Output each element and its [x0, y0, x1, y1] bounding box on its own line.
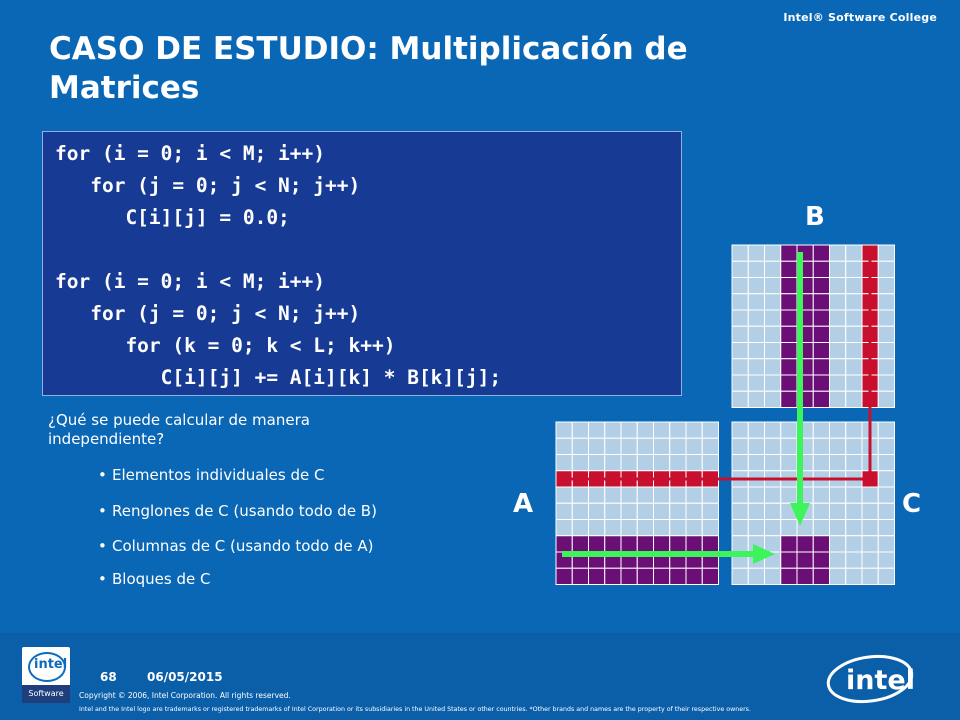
matrix-cell — [846, 326, 862, 342]
matrix-cell — [605, 455, 621, 471]
matrix-cell — [813, 455, 829, 471]
matrix-cell — [862, 568, 878, 584]
matrix-cell — [830, 520, 846, 536]
matrix-cell — [748, 503, 764, 519]
copyright-text: Copyright © 2006, Intel Corporation. All rights reserved. — [79, 691, 291, 700]
matrix-cell — [556, 487, 572, 503]
matrix-cell — [637, 422, 653, 438]
matrix-cell — [781, 326, 797, 342]
matrix-cell — [748, 294, 764, 310]
matrix-cell — [637, 503, 653, 519]
intel-logo-word: intel — [846, 665, 915, 696]
matrix-cell — [556, 422, 572, 438]
matrix-cell — [732, 455, 748, 471]
matrix-cell — [765, 310, 781, 326]
matrix-cell — [765, 487, 781, 503]
matrix-cell — [621, 455, 637, 471]
matrix-cell — [637, 487, 653, 503]
matrix-cell — [556, 536, 572, 552]
brand-label: Intel® Software College — [783, 11, 937, 24]
matrix-cell — [830, 343, 846, 359]
matrix-cell — [572, 568, 588, 584]
matrix-cell — [686, 520, 702, 536]
matrix-cell — [654, 438, 670, 454]
matrix-cell — [813, 359, 829, 375]
matrix-cell — [572, 536, 588, 552]
matrix-cell — [878, 487, 894, 503]
matrix-cell — [813, 487, 829, 503]
matrix-cell — [878, 438, 894, 454]
matrix-cell — [748, 520, 764, 536]
matrix-cell — [654, 422, 670, 438]
matrix-cell — [589, 455, 605, 471]
matrix-cell — [781, 438, 797, 454]
matrix-cell — [846, 503, 862, 519]
matrix-cell — [702, 487, 718, 503]
matrix-cell — [781, 487, 797, 503]
matrix-cell — [813, 391, 829, 407]
matrix-cell — [621, 422, 637, 438]
slide-date: 06/05/2015 — [147, 670, 223, 684]
matrix-cell — [830, 310, 846, 326]
matrix-cell — [846, 520, 862, 536]
matrix-cell — [781, 455, 797, 471]
matrix-cell — [589, 422, 605, 438]
matrix-cell — [702, 455, 718, 471]
matrix-cell — [732, 343, 748, 359]
matrix-cell — [813, 310, 829, 326]
matrix-cell — [878, 455, 894, 471]
code-line: for (i = 0; i < M; i++) — [55, 270, 326, 293]
matrix-cell — [846, 294, 862, 310]
matrix-cell — [621, 568, 637, 584]
matrix-cell — [830, 359, 846, 375]
matrix-cell — [846, 487, 862, 503]
matrix-cell — [830, 455, 846, 471]
matrix-cell — [830, 391, 846, 407]
matrix-cell — [748, 326, 764, 342]
matrix-cell — [732, 422, 748, 438]
matrix-cell — [797, 536, 813, 552]
matrix-cell — [621, 536, 637, 552]
matrix-cell — [878, 536, 894, 552]
matrix-cell — [846, 343, 862, 359]
matrix-cell — [846, 438, 862, 454]
matrix-cell — [556, 438, 572, 454]
matrix-cell — [572, 438, 588, 454]
matrix-cell — [846, 310, 862, 326]
matrix-cell — [846, 278, 862, 294]
matrix-cell — [637, 455, 653, 471]
matrix-cell — [732, 245, 748, 261]
logo-word: intel — [34, 657, 68, 672]
matrix-cell — [589, 487, 605, 503]
logo-band: Software — [22, 685, 70, 703]
matrix-cell — [862, 487, 878, 503]
matrix-cell — [748, 455, 764, 471]
matrix-cell — [781, 278, 797, 294]
matrix-cell — [686, 422, 702, 438]
matrix-cell — [781, 536, 797, 552]
matrix-cell — [813, 422, 829, 438]
matrix-cell — [878, 552, 894, 568]
matrix-cell — [846, 422, 862, 438]
matrix-cell — [702, 568, 718, 584]
matrix-cell — [813, 520, 829, 536]
question-text: ¿Qué se puede calcular de manera independiente? — [48, 411, 310, 448]
matrix-cell — [830, 438, 846, 454]
matrix-cell — [846, 245, 862, 261]
matrix-cell — [878, 503, 894, 519]
matrix-cell — [846, 359, 862, 375]
matrix-c-label: C — [902, 489, 922, 519]
bullet-text: Bloques de C — [112, 570, 211, 588]
matrix-cell — [686, 503, 702, 519]
matrix-cell — [572, 503, 588, 519]
matrix-cell — [621, 503, 637, 519]
matrix-cell — [654, 487, 670, 503]
matrix-cell — [605, 487, 621, 503]
matrix-cell — [670, 487, 686, 503]
matrix-cell — [732, 310, 748, 326]
bullet-text: Renglones de C (usando todo de B) — [112, 502, 377, 520]
matrix-cell — [830, 503, 846, 519]
matrix-cell — [878, 520, 894, 536]
matrix-cell — [813, 438, 829, 454]
matrix-cell — [670, 422, 686, 438]
matrix-cell — [830, 326, 846, 342]
matrix-cell — [797, 552, 813, 568]
matrix-cell — [878, 343, 894, 359]
matrix-cell — [765, 391, 781, 407]
matrix-cell — [748, 568, 764, 584]
matrix-cell — [765, 261, 781, 277]
matrix-cell — [670, 520, 686, 536]
matrix-a-label: A — [513, 489, 534, 519]
bullet-dot-icon: • — [98, 466, 107, 484]
matrix-cell — [654, 503, 670, 519]
matrix-cell — [878, 568, 894, 584]
matrix-cell — [830, 245, 846, 261]
matrix-cell — [670, 536, 686, 552]
matrix-cell — [797, 568, 813, 584]
matrix-cell — [748, 487, 764, 503]
matrix-cell — [781, 294, 797, 310]
matrix-cell — [572, 455, 588, 471]
page-number: 68 — [100, 670, 117, 684]
matrix-cell — [765, 245, 781, 261]
code-line: C[i][j] = 0.0; — [55, 206, 290, 229]
matrix-cell — [589, 438, 605, 454]
matrix-cell — [830, 536, 846, 552]
matrix-cell — [781, 261, 797, 277]
matrix-cell — [813, 261, 829, 277]
matrix-cell — [637, 520, 653, 536]
matrix-cell — [813, 278, 829, 294]
matrix-cell — [556, 568, 572, 584]
bullet-dot-icon: • — [98, 537, 107, 555]
matrix-cell — [878, 375, 894, 391]
matrix-cell — [605, 503, 621, 519]
matrix-cell — [572, 422, 588, 438]
matrix-cell — [556, 503, 572, 519]
matrix-cell — [748, 278, 764, 294]
matrix-cell — [748, 438, 764, 454]
matrix-cell — [589, 503, 605, 519]
bullet-text: Elementos individuales de C — [112, 466, 325, 484]
matrix-cell — [572, 520, 588, 536]
matrix-cell — [765, 294, 781, 310]
matrix-cell — [830, 294, 846, 310]
matrix-cell — [556, 455, 572, 471]
matrix-cell — [878, 391, 894, 407]
matrix-cell — [732, 278, 748, 294]
matrix-cell — [621, 487, 637, 503]
matrix-cell — [654, 536, 670, 552]
matrix-cell — [748, 375, 764, 391]
matrix-cell — [765, 503, 781, 519]
matrix-cell — [781, 391, 797, 407]
matrix-cell — [830, 375, 846, 391]
matrix-cell — [781, 359, 797, 375]
matrix-cell — [813, 245, 829, 261]
matrix-cell — [765, 520, 781, 536]
matrix-cell — [846, 261, 862, 277]
matrix-cell — [637, 438, 653, 454]
matrix-cell — [637, 536, 653, 552]
matrix-cell — [765, 326, 781, 342]
matrix-cell — [605, 536, 621, 552]
matrix-cell — [732, 294, 748, 310]
matrix-cell — [765, 438, 781, 454]
matrix-cell — [846, 375, 862, 391]
intel-logo — [824, 651, 918, 707]
code-line: for (j = 0; j < N; j++) — [55, 174, 361, 197]
matrix-cell — [813, 536, 829, 552]
matrix-cell — [702, 536, 718, 552]
matrix-cell — [846, 391, 862, 407]
matrix-cell — [862, 552, 878, 568]
matrix-cell — [732, 261, 748, 277]
matrix-cell — [670, 568, 686, 584]
matrix-b-label: B — [805, 202, 825, 232]
matrix-cell — [732, 487, 748, 503]
matrix-cell — [862, 536, 878, 552]
matrix-cell — [813, 375, 829, 391]
matrix-cell — [637, 568, 653, 584]
trademark-text: Intel and the Intel logo are trademarks or registered trademarks of Intel Corporation or its subsidiaries in the United States or other countries. *Other brands and names are the property of their respective owners. — [79, 706, 751, 713]
matrix-cell — [732, 438, 748, 454]
matrix-cell — [878, 310, 894, 326]
matrix-cell — [670, 503, 686, 519]
matrix-cell — [830, 261, 846, 277]
matrix-cell — [732, 536, 748, 552]
matrix-cell — [813, 503, 829, 519]
matrix-cell — [765, 343, 781, 359]
matrix-cell — [830, 422, 846, 438]
matrix-cell — [605, 438, 621, 454]
intel-software-logo — [22, 647, 70, 703]
matrix-cell — [781, 245, 797, 261]
page-title: CASO DE ESTUDIO: Multiplicación de Matrices — [49, 31, 688, 106]
matrix-cell — [878, 359, 894, 375]
matrix-cell — [781, 375, 797, 391]
matrix-cell — [654, 568, 670, 584]
matrix-cell — [830, 487, 846, 503]
matrix-cell — [813, 326, 829, 342]
matrix-cell — [732, 568, 748, 584]
matrix-cell — [878, 471, 894, 487]
matrix-cell — [686, 455, 702, 471]
matrix-cell — [765, 568, 781, 584]
matrix-cell — [813, 552, 829, 568]
matrix-cell — [748, 391, 764, 407]
matrix-cell — [686, 568, 702, 584]
matrix-cell — [686, 487, 702, 503]
matrix-cell — [781, 310, 797, 326]
matrix-a-grid — [556, 422, 719, 585]
matrix-cell — [765, 536, 781, 552]
matrix-cell — [654, 520, 670, 536]
code-line: for (i = 0; i < M; i++) — [55, 142, 326, 165]
matrix-cell — [556, 520, 572, 536]
matrix-cell — [781, 422, 797, 438]
matrix-cell — [748, 343, 764, 359]
bullet-dot-icon: • — [98, 502, 107, 520]
matrix-cell — [765, 422, 781, 438]
code-line: for (j = 0; j < N; j++) — [55, 302, 361, 325]
matrix-cell — [878, 245, 894, 261]
matrix-cell — [732, 503, 748, 519]
matrix-cell — [605, 422, 621, 438]
matrix-cell — [781, 520, 797, 536]
matrix-cell — [781, 343, 797, 359]
matrix-cell — [765, 359, 781, 375]
matrix-cell — [830, 568, 846, 584]
matrix-cell — [621, 438, 637, 454]
matrix-cell — [686, 536, 702, 552]
matrix-cell — [732, 391, 748, 407]
code-line: C[i][j] += A[i][k] * B[k][j]; — [55, 366, 502, 389]
matrix-cell — [589, 536, 605, 552]
matrix-cell — [830, 552, 846, 568]
matrix-cell — [846, 455, 862, 471]
matrix-cell — [589, 568, 605, 584]
matrix-cell — [878, 261, 894, 277]
matrix-cell — [748, 422, 764, 438]
matrix-cell — [748, 359, 764, 375]
matrix-cell — [862, 503, 878, 519]
matrix-cell — [702, 422, 718, 438]
matrix-cell — [846, 536, 862, 552]
matrix-cell — [702, 503, 718, 519]
matrix-cell — [813, 343, 829, 359]
matrix-cell — [732, 520, 748, 536]
matrix-cell — [670, 455, 686, 471]
matrix-cell — [878, 326, 894, 342]
matrix-cell — [670, 438, 686, 454]
matrix-cell — [686, 438, 702, 454]
matrix-cell — [732, 326, 748, 342]
matrix-cell — [830, 278, 846, 294]
matrix-cell — [878, 294, 894, 310]
bullet-text: Columnas de C (usando todo de A) — [112, 537, 374, 555]
matrix-cell — [732, 359, 748, 375]
bullet-dot-icon: • — [98, 570, 107, 588]
matrix-cell — [748, 261, 764, 277]
matrix-cell — [748, 310, 764, 326]
matrix-cell — [846, 552, 862, 568]
code-line: for (k = 0; k < L; k++) — [55, 334, 396, 357]
matrix-cell — [813, 294, 829, 310]
matrix-cell — [781, 552, 797, 568]
matrix-cell — [732, 375, 748, 391]
matrix-cell — [765, 278, 781, 294]
matrix-cell — [765, 455, 781, 471]
matrix-cell — [765, 375, 781, 391]
matrix-cell — [878, 278, 894, 294]
matrix-cell — [878, 422, 894, 438]
matrix-cell — [621, 520, 637, 536]
matrix-cell — [702, 520, 718, 536]
matrix-cell — [702, 438, 718, 454]
matrix-cell — [781, 568, 797, 584]
matrix-cell — [605, 520, 621, 536]
matrix-cell — [654, 455, 670, 471]
matrix-cell — [605, 568, 621, 584]
matrix-cell — [589, 520, 605, 536]
matrix-cell — [748, 245, 764, 261]
matrix-cell — [846, 568, 862, 584]
matrix-cell — [862, 520, 878, 536]
matrix-cell — [572, 487, 588, 503]
matrix-cell — [813, 568, 829, 584]
